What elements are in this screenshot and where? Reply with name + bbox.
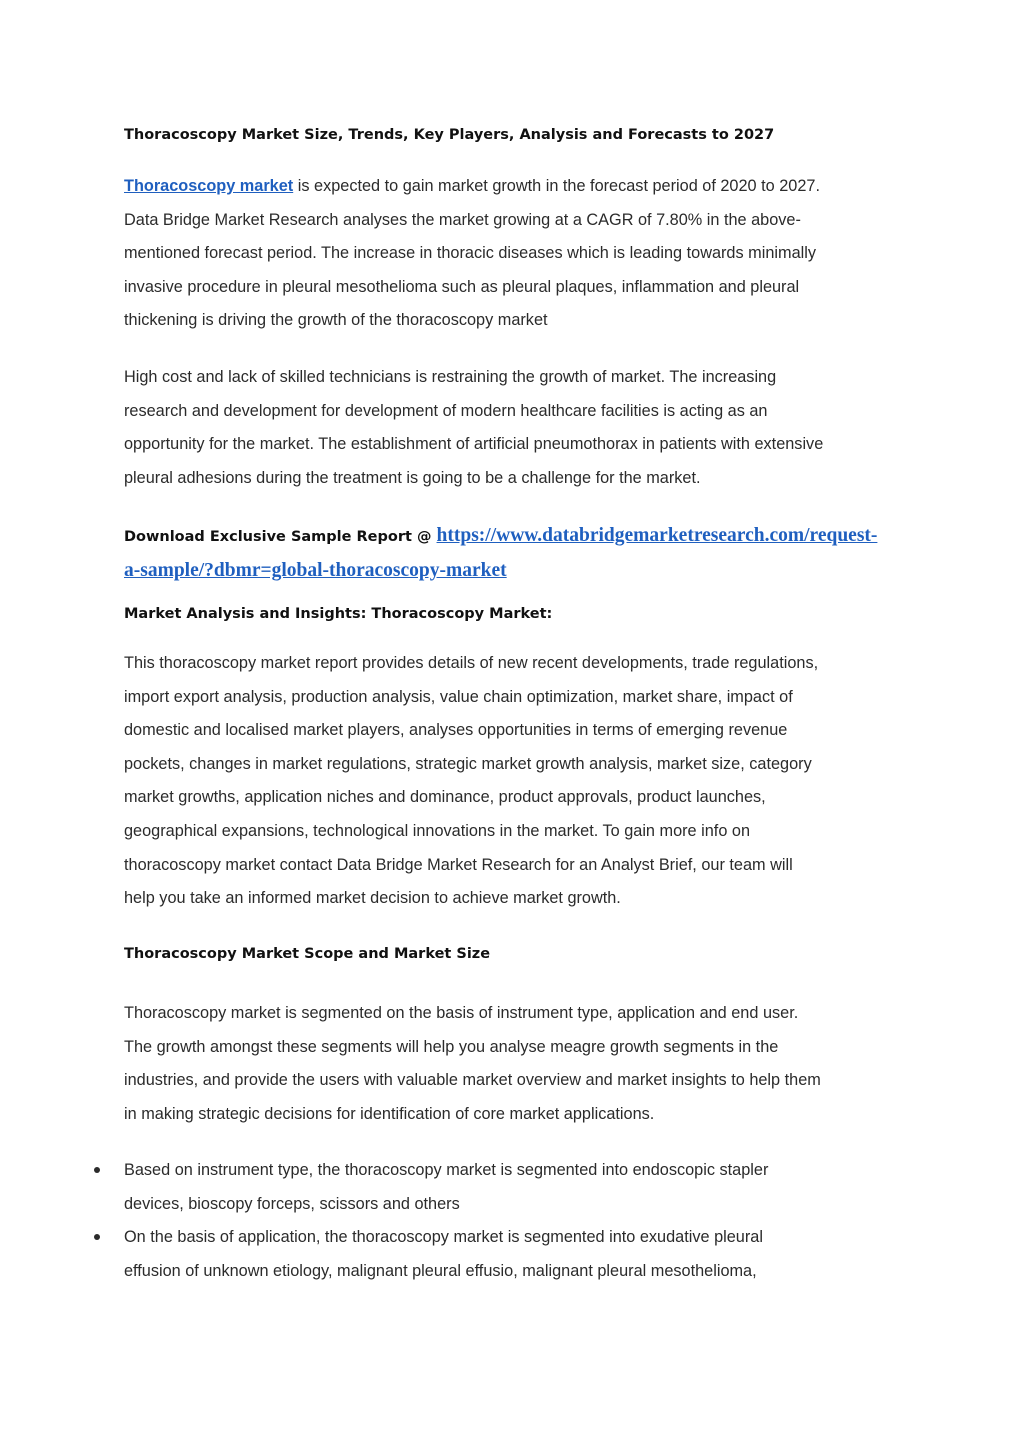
insights-line: geographical expansions, technological innovations in the market. To gain more info on [124,821,751,840]
restraints-line: research and development for development of modern healthcare facilities is acting as an [124,401,768,420]
list-item [124,1154,914,1221]
restraints-line: pleural adhesions during the treatment is going to be a challenge for the market. [124,468,701,487]
bullet-line: effusion of unknown etiology, malignant pleural effusio, malignant pleural mesothelioma, [124,1261,757,1280]
segment-bullet-list [124,1154,914,1288]
bullet-line: On the basis of application, the thoracoscopy market is segmented into exudative pleural [124,1228,763,1247]
intro-paragraph [124,170,914,338]
insights-line: This thoracoscopy market report provides details of new recent developments, trade regulations, [124,654,819,672]
insights-line: thoracoscopy market contact Data Bridge Market Research for an Analyst Brief, our team will [124,855,793,874]
restraints-paragraph [124,361,914,495]
scope-paragraph [124,997,914,1131]
insights-line: import export analysis, production analysis, value chain optimization, market share, impact of [124,687,793,706]
insights-line: pockets, changes in market regulations, strategic market growth analysis, market size, category [124,754,812,773]
sample-report-link[interactable]: https://www.databridgemarketresearch.com/request- [436,525,878,546]
list-item [124,1221,914,1288]
intro-line: mentioned forecast period. The increase in thoracic diseases which is leading towards minimally [124,244,816,263]
bullet-line: Based on instrument type, the thoracoscopy market is segmented into endoscopic stapler [124,1161,769,1179]
download-sample-row [124,519,914,588]
scope-heading: Thoracoscopy Market Scope and Market Size [124,946,491,962]
intro-line-text: is expected to gain market growth in the forecast period of 2020 to 2027. [293,177,820,195]
restraints-line: opportunity for the market. The establishment of artificial pneumothorax in patients with extensive [124,435,824,454]
intro-line: invasive procedure in pleural mesothelioma such as pleural plaques, inflammation and pleural [124,277,800,296]
scope-line: Thoracoscopy market is segmented on the basis of instrument type, application and end user. [124,1004,799,1022]
intro-line: thickening is driving the growth of the thoracoscopy market [124,311,548,330]
scope-line: The growth amongst these segments will help you analyse meagre growth segments in the [124,1037,779,1056]
thoracoscopy-market-link[interactable]: Thoracoscopy market [124,177,294,195]
bullet-line: devices, bioscopy forceps, scissors and others [124,1194,460,1213]
intro-line [124,170,914,204]
bullet-dot-icon [94,1167,100,1173]
insights-line: market growths, application niches and dominance, product approvals, product launches, [124,788,766,807]
insights-paragraph [124,647,914,916]
insights-line: help you take an informed market decision to achieve market growth. [124,889,621,908]
restraints-line: High cost and lack of skilled technicians is restraining the growth of market. The increasing [124,368,777,386]
scope-line: industries, and provide the users with valuable market overview and market insights to help them [124,1071,821,1090]
download-line [124,554,914,588]
sample-report-link-continued[interactable]: a-sample/?dbmr=global-thoracoscopy-market [124,560,507,581]
scope-line: in making strategic decisions for identification of core market applications. [124,1104,655,1123]
bullet-dot-icon [94,1234,100,1240]
insights-heading: Market Analysis and Insights: Thoracoscopy Market: [124,606,553,622]
download-label: Download Exclusive Sample Report @ [124,529,437,545]
download-line [124,519,914,554]
document-title: Thoracoscopy Market Size, Trends, Key Players, Analysis and Forecasts to 2027 [124,127,775,143]
insights-line: domestic and localised market players, analyses opportunities in terms of emerging revenue [124,721,788,740]
intro-line: Data Bridge Market Research analyses the market growing at a CAGR of 7.80% in the above- [124,210,801,229]
